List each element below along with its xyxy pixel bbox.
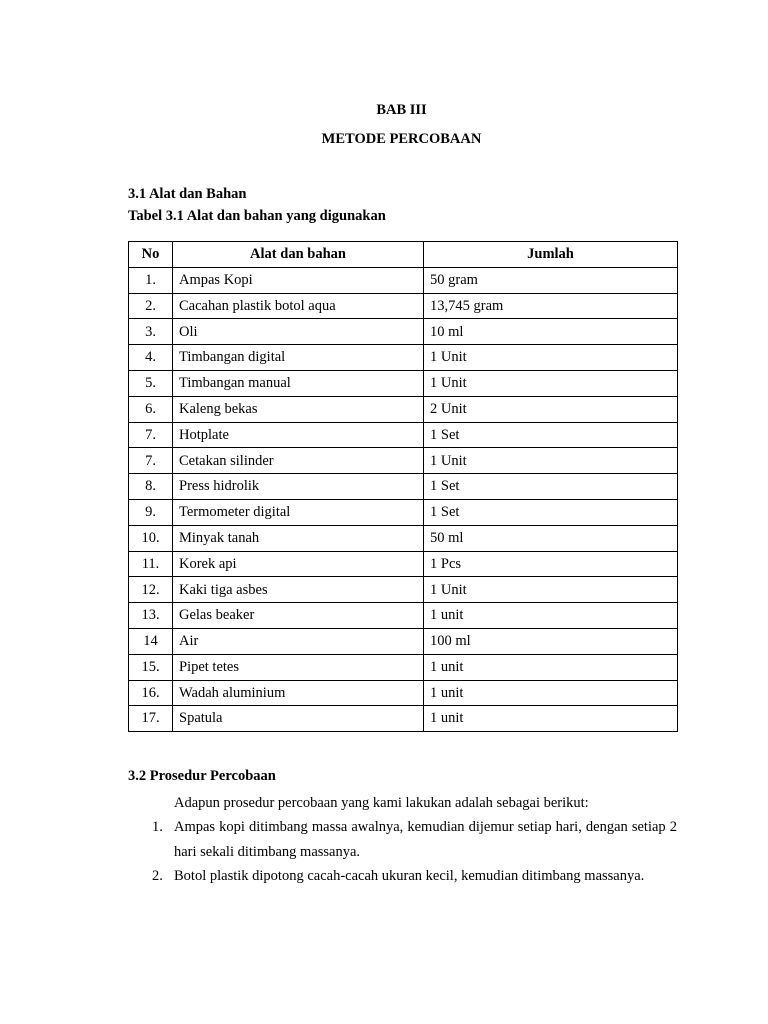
row-number: 12. bbox=[129, 577, 173, 603]
item-quantity: 100 ml bbox=[424, 628, 678, 654]
row-number: 17. bbox=[129, 706, 173, 732]
item-name: Timbangan digital bbox=[173, 345, 424, 371]
table-header-row bbox=[129, 242, 678, 268]
row-number: 5. bbox=[129, 370, 173, 396]
table-row bbox=[129, 551, 678, 577]
item-quantity: 1 Set bbox=[424, 474, 678, 500]
row-number: 4. bbox=[129, 345, 173, 371]
item-name: Ampas Kopi bbox=[173, 267, 424, 293]
chapter-number: BAB III bbox=[376, 102, 427, 118]
step-number: 2. bbox=[152, 868, 163, 884]
item-name: Korek api bbox=[173, 551, 424, 577]
item-quantity: 1 Unit bbox=[424, 577, 678, 603]
section-heading-alat-bahan: 3.1 Alat dan Bahan bbox=[128, 186, 247, 202]
column-header-item: Alat dan bahan bbox=[173, 242, 424, 268]
table-row bbox=[129, 577, 678, 603]
row-number: 8. bbox=[129, 474, 173, 500]
column-header-no: No bbox=[129, 242, 173, 268]
item-name: Gelas beaker bbox=[173, 603, 424, 629]
table-row bbox=[129, 680, 678, 706]
procedure-steps bbox=[128, 815, 677, 889]
step-text: Botol plastik dipotong cacah-cacah ukuran kecil, kemudian ditimbang massanya. bbox=[174, 868, 645, 884]
table-row bbox=[129, 603, 678, 629]
step-text: Ampas kopi ditimbang massa awalnya, kemudian dijemur setiap hari, dengan setiap 2 hari sekali ditimbang massanya. bbox=[174, 819, 677, 860]
table-row bbox=[129, 706, 678, 732]
item-quantity: 2 Unit bbox=[424, 396, 678, 422]
section-heading-prosedur: 3.2 Prosedur Percobaan bbox=[128, 768, 276, 784]
table-row bbox=[129, 267, 678, 293]
row-number: 13. bbox=[129, 603, 173, 629]
table-row bbox=[129, 474, 678, 500]
table-row bbox=[129, 654, 678, 680]
item-quantity: 1 unit bbox=[424, 680, 678, 706]
table-row bbox=[129, 293, 678, 319]
row-number: 11. bbox=[129, 551, 173, 577]
item-quantity: 1 Unit bbox=[424, 370, 678, 396]
item-name: Cetakan silinder bbox=[173, 448, 424, 474]
item-name: Spatula bbox=[173, 706, 424, 732]
step-number: 1. bbox=[152, 819, 163, 835]
item-name: Kaleng bekas bbox=[173, 396, 424, 422]
table-row bbox=[129, 422, 678, 448]
item-name: Hotplate bbox=[173, 422, 424, 448]
table-caption: Tabel 3.1 Alat dan bahan yang digunakan bbox=[128, 208, 386, 224]
item-name: Kaki tiga asbes bbox=[173, 577, 424, 603]
item-name: Termometer digital bbox=[173, 499, 424, 525]
row-number: 9. bbox=[129, 499, 173, 525]
table-row bbox=[129, 525, 678, 551]
item-quantity: 10 ml bbox=[424, 319, 678, 345]
item-quantity: 1 unit bbox=[424, 654, 678, 680]
item-quantity: 50 gram bbox=[424, 267, 678, 293]
row-number: 7. bbox=[129, 448, 173, 474]
item-name: Air bbox=[173, 628, 424, 654]
procedure-step bbox=[128, 864, 677, 889]
row-number: 16. bbox=[129, 680, 173, 706]
row-number: 15. bbox=[129, 654, 173, 680]
table-row bbox=[129, 319, 678, 345]
table-row bbox=[129, 499, 678, 525]
item-quantity: 1 Set bbox=[424, 499, 678, 525]
table-row bbox=[129, 345, 678, 371]
item-name: Wadah aluminium bbox=[173, 680, 424, 706]
item-name: Timbangan manual bbox=[173, 370, 424, 396]
row-number: 2. bbox=[129, 293, 173, 319]
row-number: 1. bbox=[129, 267, 173, 293]
item-quantity: 1 unit bbox=[424, 603, 678, 629]
item-name: Oli bbox=[173, 319, 424, 345]
item-name: Minyak tanah bbox=[173, 525, 424, 551]
table-row bbox=[129, 396, 678, 422]
materials-table bbox=[128, 241, 678, 732]
procedure-intro: Adapun prosedur percobaan yang kami lakukan adalah sebagai berikut: bbox=[174, 795, 589, 811]
row-number: 10. bbox=[129, 525, 173, 551]
item-quantity: 1 unit bbox=[424, 706, 678, 732]
item-quantity: 13,745 gram bbox=[424, 293, 678, 319]
item-name: Cacahan plastik botol aqua bbox=[173, 293, 424, 319]
table-row bbox=[129, 448, 678, 474]
row-number: 6. bbox=[129, 396, 173, 422]
table-row bbox=[129, 628, 678, 654]
item-quantity: 1 Pcs bbox=[424, 551, 678, 577]
chapter-title: METODE PERCOBAAN bbox=[321, 131, 482, 147]
column-header-quantity: Jumlah bbox=[424, 242, 678, 268]
procedure-step bbox=[128, 815, 677, 864]
item-quantity: 50 ml bbox=[424, 525, 678, 551]
item-name: Press hidrolik bbox=[173, 474, 424, 500]
row-number: 3. bbox=[129, 319, 173, 345]
row-number: 14 bbox=[129, 628, 173, 654]
item-name: Pipet tetes bbox=[173, 654, 424, 680]
table-row bbox=[129, 370, 678, 396]
item-quantity: 1 Unit bbox=[424, 345, 678, 371]
item-quantity: 1 Set bbox=[424, 422, 678, 448]
row-number: 7. bbox=[129, 422, 173, 448]
item-quantity: 1 Unit bbox=[424, 448, 678, 474]
